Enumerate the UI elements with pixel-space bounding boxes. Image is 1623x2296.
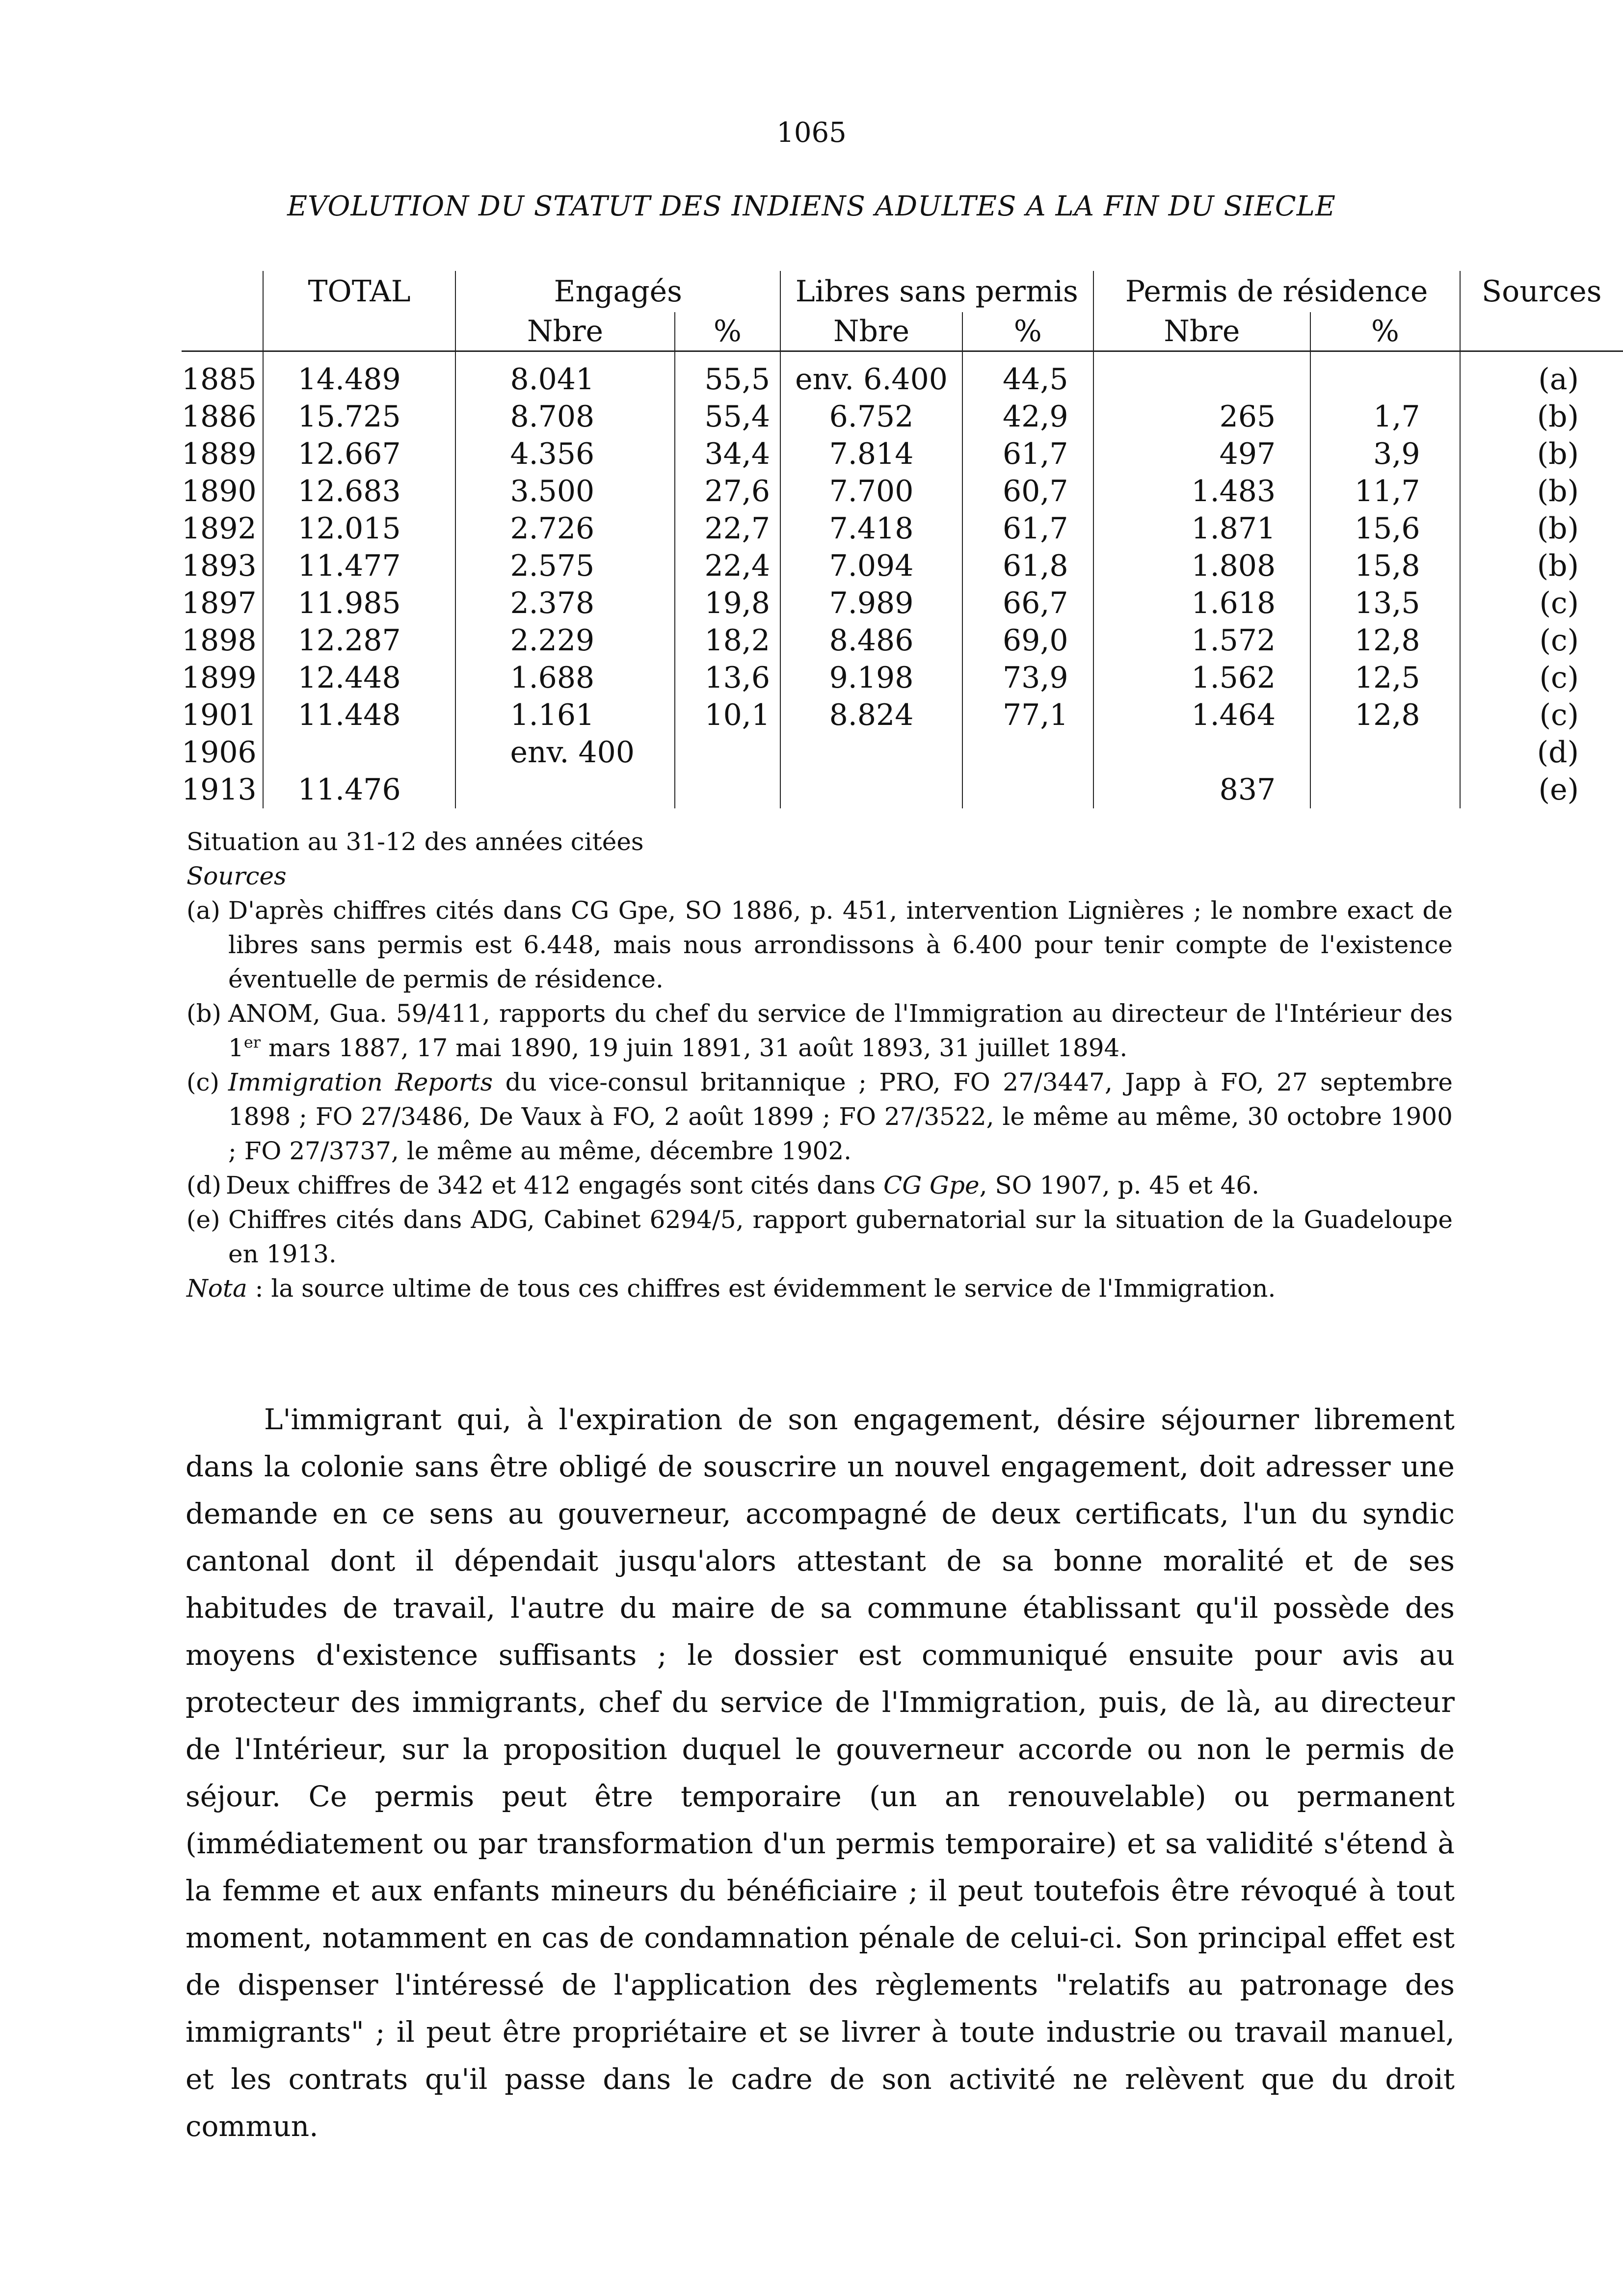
cell-engages-nbre: 2.575 [455, 547, 674, 585]
cell-engages-pct: 19,8 [675, 585, 780, 622]
cell-libres-pct: 61,8 [962, 547, 1093, 585]
nota-text: : la source ultime de tous ces chiffres est évidemment le service de l'Immigration. [247, 1274, 1276, 1303]
note-b-text-2: mars 1887, 17 mai 1890, 19 juin 1891, 31 août 1893, 31 juillet 1894. [261, 1034, 1128, 1062]
cell-total: 12.448 [263, 659, 456, 696]
cell-year: 1898 [182, 623, 257, 658]
table-row [182, 398, 1623, 435]
cell-year: 1901 [182, 698, 257, 732]
cell-permis-nbre: 1.483 [1093, 473, 1311, 510]
header-year-blank [182, 271, 263, 312]
cell-engages-nbre: 8.041 [455, 351, 674, 399]
note-e-key: (e) [186, 1205, 220, 1234]
cell-permis-pct: 1,7 [1310, 398, 1460, 435]
cell-total: 11.476 [263, 771, 456, 808]
body-paragraph: L'immigrant qui, à l'expiration de son engagement, désire séjourner librement dans la colonie sans être obligé de souscrire un nouvel engagement, doit adresser une demande en ce sens au gouverneur, accompagné de deux certificats, l'un du syndic cantonal dont il dépendait jusqu'alors attestant de sa bonne moralité et de ses habitudes de travail, l'autre du maire de sa commune établissant qu'il possède des moyens d'existence suffisants ; le dossier est communiqué ensuite pour avis au protecteur des immigrants, chef du service de l'Immigration, puis, de là, au directeur de l'Intérieur, sur la proposition duquel le gouverneur accorde ou non le permis de séjour. Ce permis peut être temporaire (un an renouvelable) ou permanent (immédiatement ou par transformation d'un permis temporaire) et sa validité s'étend à la femme et aux enfants mineurs du bénéficiaire ; il peut toutefois être révoqué à tout moment, notamment en cas de condamnation pénale de celui-ci. Son principal effet est de dispenser l'intéressé de l'application des règlements "relatifs au patronage des immigrants" ; il peut être propriétaire et se livrer à toute industrie ou travail manuel, et les contrats qu'il passe dans le cadre de son activité ne relèvent que du droit commun. [186, 1403, 1455, 2143]
cell-libres-pct: 66,7 [962, 585, 1093, 622]
cell-permis-pct: 15,8 [1310, 547, 1460, 585]
cell-source: (b) [1460, 547, 1623, 585]
cell-engages-pct: 55,4 [675, 398, 780, 435]
cell-libres-nbre: 7.094 [780, 547, 962, 585]
cell-engages-nbre: 3.500 [455, 473, 674, 510]
header-engages-pct: % [675, 312, 780, 351]
cell-libres-pct: 61,7 [962, 510, 1093, 547]
cell-year: 1886 [182, 400, 257, 434]
note-a-key: (a) [186, 896, 220, 925]
note-c [186, 1065, 1453, 1168]
cell-permis-nbre [1093, 351, 1311, 399]
cell-engages-pct: 22,7 [675, 510, 780, 547]
note-a [186, 893, 1453, 996]
note-b-text-1: ANOM, Gua. 59/411, rapports du chef du service de l'Immigration au directeur de l'Intérieur des 1 [228, 999, 1453, 1062]
cell-libres-nbre: 6.752 [780, 398, 962, 435]
cell-source: (b) [1460, 473, 1623, 510]
table-body [182, 351, 1623, 809]
cell-engages-pct: 13,6 [675, 659, 780, 696]
cell-total: 11.448 [263, 696, 456, 734]
nota-label: Nota [186, 1274, 247, 1303]
cell-permis-nbre: 1.808 [1093, 547, 1311, 585]
header-permis-nbre: Nbre [1093, 312, 1311, 351]
table-row [182, 622, 1623, 659]
table-row [182, 585, 1623, 622]
cell-permis-pct [1310, 771, 1460, 808]
cell-engages-pct: 34,4 [675, 435, 780, 473]
cell-engages-pct: 22,4 [675, 547, 780, 585]
cell-year: 1885 [182, 362, 257, 397]
cell-engages-pct [675, 734, 780, 771]
cell-total: 14.489 [263, 351, 456, 399]
cell-libres-pct: 44,5 [962, 351, 1093, 399]
cell-permis-nbre: 837 [1093, 771, 1311, 808]
situation-note: Situation au 31-12 des années citées [186, 828, 644, 856]
cell-source: (a) [1460, 351, 1623, 399]
note-e-text: Chiffres cités dans ADG, Cabinet 6294/5, rapport gubernatorial sur la situation de la Guadeloupe en 1913. [228, 1205, 1453, 1268]
cell-permis-nbre: 265 [1093, 398, 1311, 435]
table-row [182, 771, 1623, 808]
table-row [182, 510, 1623, 547]
cell-engages-nbre: 8.708 [455, 398, 674, 435]
cell-libres-pct [962, 734, 1093, 771]
header-engages-nbre: Nbre [455, 312, 674, 351]
cell-permis-nbre: 1.464 [1093, 696, 1311, 734]
header-libres: Libres sans permis [780, 271, 1093, 312]
nota [186, 1271, 1453, 1306]
cell-libres-pct [962, 771, 1093, 808]
note-d-text-2: , SO 1907, p. 45 et 46. [979, 1171, 1259, 1200]
cell-total: 12.683 [263, 473, 456, 510]
note-d [186, 1168, 1453, 1202]
cell-libres-pct: 69,0 [962, 622, 1093, 659]
cell-engages-nbre: 1.688 [455, 659, 674, 696]
cell-total: 11.985 [263, 585, 456, 622]
cell-engages-nbre: env. 400 [455, 734, 674, 771]
cell-year: 1897 [182, 586, 257, 620]
cell-source: (c) [1460, 622, 1623, 659]
note-a-text: D'après chiffres cités dans CG Gpe, SO 1886, p. 451, intervention Lignières ; le nombre exact de libres sans permis est 6.448, mais nous arrondissons à 6.400 pour tenir compte de l'existence éventuelle de permis de résidence. [228, 896, 1453, 993]
cell-libres-nbre: 7.989 [780, 585, 962, 622]
cell-source: (c) [1460, 585, 1623, 622]
header-sources: Sources [1460, 271, 1623, 312]
note-e [186, 1202, 1453, 1271]
cell-libres-nbre: 7.418 [780, 510, 962, 547]
cell-libres-nbre: env. 6.400 [780, 351, 962, 399]
cell-permis-pct: 15,6 [1310, 510, 1460, 547]
cell-permis-nbre: 1.562 [1093, 659, 1311, 696]
cell-permis-nbre: 1.871 [1093, 510, 1311, 547]
table-row [182, 435, 1623, 473]
note-d-key: (d) [186, 1171, 222, 1200]
table-row [182, 473, 1623, 510]
cell-total [263, 734, 456, 771]
cell-year: 1899 [182, 661, 257, 695]
cell-permis-nbre: 1.572 [1093, 622, 1311, 659]
cell-permis-nbre [1093, 734, 1311, 771]
cell-engages-pct [675, 771, 780, 808]
cell-engages-pct: 55,5 [675, 351, 780, 399]
cell-year: 1913 [182, 773, 257, 807]
cell-libres-nbre: 8.486 [780, 622, 962, 659]
table-row [182, 351, 1623, 399]
cell-permis-nbre: 497 [1093, 435, 1311, 473]
note-d-text-1: Deux chiffres de 342 et 412 engagés sont cités dans [226, 1171, 883, 1200]
table-row [182, 696, 1623, 734]
cell-engages-nbre [455, 771, 674, 808]
statistics-table [182, 271, 1623, 808]
cell-libres-nbre: 9.198 [780, 659, 962, 696]
note-b-superscript: er [243, 1033, 261, 1052]
cell-engages-nbre: 2.726 [455, 510, 674, 547]
cell-year: 1892 [182, 511, 257, 546]
header-permis-pct: % [1310, 312, 1460, 351]
cell-libres-nbre [780, 771, 962, 808]
cell-source: (b) [1460, 398, 1623, 435]
cell-source: (c) [1460, 659, 1623, 696]
table-row [182, 734, 1623, 771]
cell-total: 12.667 [263, 435, 456, 473]
note-d-italic: CG Gpe [883, 1171, 980, 1200]
cell-total: 11.477 [263, 547, 456, 585]
note-c-text: du vice-consul britannique ; PRO, FO 27/3447, Japp à FO, 27 septembre 1898 ; FO 27/3486, De Vaux à FO, 2 août 1899 ; FO 27/3522, le même au même, 30 octobre 1900 ; FO 27/3737, le même au même, décembre 1902. [228, 1068, 1453, 1165]
cell-engages-pct: 10,1 [675, 696, 780, 734]
cell-source: (b) [1460, 435, 1623, 473]
header-engages: Engagés [455, 271, 780, 312]
header-permis: Permis de résidence [1093, 271, 1460, 312]
cell-year: 1893 [182, 549, 257, 583]
cell-engages-nbre: 1.161 [455, 696, 674, 734]
cell-permis-pct: 3,9 [1310, 435, 1460, 473]
cell-permis-pct: 11,7 [1310, 473, 1460, 510]
cell-libres-nbre: 8.824 [780, 696, 962, 734]
cell-source: (e) [1460, 771, 1623, 808]
cell-engages-nbre: 4.356 [455, 435, 674, 473]
cell-permis-pct: 12,5 [1310, 659, 1460, 696]
cell-source: (d) [1460, 734, 1623, 771]
cell-engages-nbre: 2.229 [455, 622, 674, 659]
cell-total: 12.287 [263, 622, 456, 659]
table-row [182, 659, 1623, 696]
cell-libres-pct: 42,9 [962, 398, 1093, 435]
header-libres-nbre: Nbre [780, 312, 962, 351]
cell-source: (c) [1460, 696, 1623, 734]
note-c-key: (c) [186, 1068, 220, 1096]
cell-permis-pct [1310, 351, 1460, 399]
cell-libres-pct: 60,7 [962, 473, 1093, 510]
page-number: 1065 [776, 117, 847, 149]
cell-libres-pct: 77,1 [962, 696, 1093, 734]
cell-libres-nbre [780, 734, 962, 771]
sources-heading: Sources [186, 862, 287, 890]
cell-year: 1890 [182, 474, 257, 508]
cell-permis-nbre: 1.618 [1093, 585, 1311, 622]
cell-engages-pct: 27,6 [675, 473, 780, 510]
note-b [186, 996, 1453, 1065]
table-row [182, 547, 1623, 585]
cell-year: 1889 [182, 437, 257, 471]
note-c-italic: Immigration Reports [228, 1068, 493, 1096]
body-text [186, 1396, 1455, 2150]
cell-permis-pct: 13,5 [1310, 585, 1460, 622]
cell-source: (b) [1460, 510, 1623, 547]
cell-total: 15.725 [263, 398, 456, 435]
cell-total: 12.015 [263, 510, 456, 547]
table-title: EVOLUTION DU STATUT DES INDIENS ADULTES A LA FIN DU SIECLE [287, 190, 1336, 222]
cell-engages-pct: 18,2 [675, 622, 780, 659]
cell-libres-pct: 61,7 [962, 435, 1093, 473]
note-b-key: (b) [186, 999, 222, 1028]
cell-libres-nbre: 7.814 [780, 435, 962, 473]
cell-libres-pct: 73,9 [962, 659, 1093, 696]
cell-engages-nbre: 2.378 [455, 585, 674, 622]
cell-year: 1906 [182, 735, 257, 770]
table-notes [186, 825, 1453, 1306]
cell-permis-pct: 12,8 [1310, 696, 1460, 734]
header-total: TOTAL [263, 271, 456, 312]
cell-libres-nbre: 7.700 [780, 473, 962, 510]
header-libres-pct: % [962, 312, 1093, 351]
cell-permis-pct [1310, 734, 1460, 771]
cell-permis-pct: 12,8 [1310, 622, 1460, 659]
